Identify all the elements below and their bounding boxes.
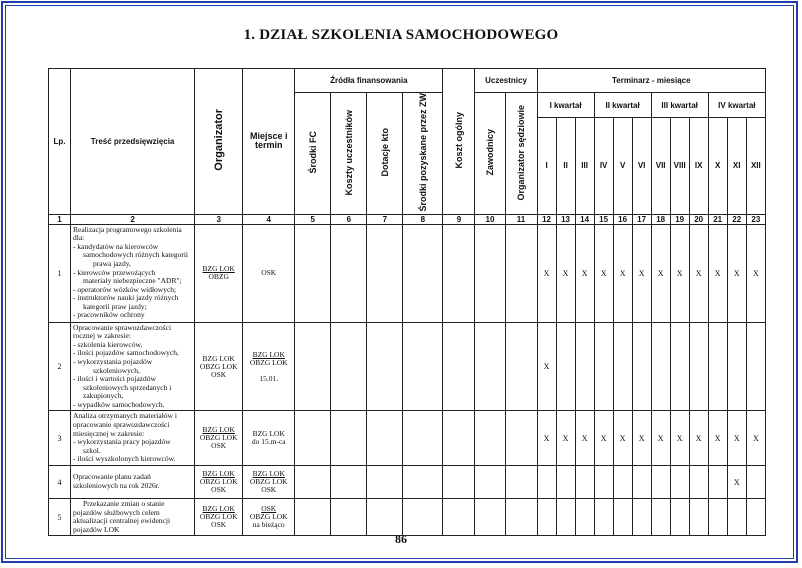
column-number-row — [49, 214, 766, 224]
header-athletes: Zawodnicy — [475, 93, 505, 215]
header-month: VI — [632, 118, 651, 215]
row-lp: 4 — [49, 466, 71, 499]
row-lp: 3 — [49, 411, 71, 466]
header-place: Miejsce i termin — [243, 69, 295, 215]
month-mark: X — [537, 411, 556, 466]
month-mark — [689, 466, 708, 499]
page-title: 1. DZIAŁ SZKOLENIA SAMOCHODOWEGO — [243, 27, 559, 43]
month-mark — [556, 466, 575, 499]
month-mark — [708, 466, 727, 499]
col-number: 1 — [49, 214, 71, 224]
month-mark: X — [727, 466, 746, 499]
row-place: BZG LOK do 15.m-ca — [243, 411, 295, 466]
month-mark: X — [594, 411, 613, 466]
month-mark — [556, 499, 575, 536]
row-content: Przekazanie zmian o stanie pojazdów służbowych celem aktualizacji centralnej ewidencji pojazdów LOK — [71, 499, 195, 536]
row-organizer: BZG LOK OBZG LOK OSK — [195, 411, 243, 466]
month-mark: X — [727, 224, 746, 322]
col-number: 8 — [403, 214, 443, 224]
month-mark — [746, 499, 765, 536]
header-content: Treść przedsięwzięcia — [71, 69, 195, 215]
header-quarter-1: I kwartał — [537, 93, 594, 118]
month-mark — [670, 466, 689, 499]
month-mark — [575, 466, 594, 499]
month-mark — [575, 499, 594, 536]
header-funding-fc: Środki FC — [295, 93, 331, 215]
month-mark — [613, 499, 632, 536]
month-mark: X — [613, 224, 632, 322]
header-month: II — [556, 118, 575, 215]
row-place: BZG LOK OBZG LOK OSK — [243, 466, 295, 499]
header-month: IX — [689, 118, 708, 215]
header-funding-acquired: Środki pozyskane przez ZW — [403, 93, 443, 215]
month-mark — [651, 466, 670, 499]
row-content: Opracowanie planu zadań szkoleniowych na rok 2026r. — [71, 466, 195, 499]
col-number: 16 — [613, 214, 632, 224]
month-mark: X — [746, 224, 765, 322]
month-mark — [727, 322, 746, 411]
header-organizer-judges: Organizator sędziowie — [505, 93, 537, 215]
col-number: 6 — [331, 214, 367, 224]
row-lp: 1 — [49, 224, 71, 322]
table-row — [49, 499, 766, 536]
month-mark — [689, 322, 708, 411]
month-mark: X — [537, 322, 556, 411]
header-quarter-3: III kwartał — [651, 93, 708, 118]
month-mark: X — [537, 224, 556, 322]
header-funding-grants: Dotacje kto — [367, 93, 403, 215]
month-mark: X — [594, 224, 613, 322]
month-mark — [708, 499, 727, 536]
month-mark: X — [689, 224, 708, 322]
month-mark: X — [632, 224, 651, 322]
header-funding: Źródła finansowania — [295, 69, 443, 93]
col-number: 18 — [651, 214, 670, 224]
month-mark — [537, 466, 556, 499]
month-mark — [727, 499, 746, 536]
plan-table — [48, 68, 766, 536]
month-mark — [613, 322, 632, 411]
col-number: 13 — [556, 214, 575, 224]
header-quarter-2: II kwartał — [594, 93, 651, 118]
col-number: 23 — [746, 214, 765, 224]
month-mark — [556, 322, 575, 411]
month-mark — [613, 466, 632, 499]
header-month: VII — [651, 118, 670, 215]
header-quarter-4: IV kwartał — [708, 93, 765, 118]
month-mark — [594, 499, 613, 536]
row-place: OSK — [243, 224, 295, 322]
month-mark — [670, 322, 689, 411]
month-mark: X — [632, 411, 651, 466]
table-row — [49, 466, 766, 499]
col-number: 19 — [670, 214, 689, 224]
month-mark: X — [708, 411, 727, 466]
month-mark — [689, 499, 708, 536]
month-mark — [594, 466, 613, 499]
month-mark: X — [689, 411, 708, 466]
row-organizer: BZG LOK OBZG — [195, 224, 243, 322]
row-place: OSK OBZG LOK na bieżąco — [243, 499, 295, 536]
table-row — [49, 322, 766, 411]
header-schedule: Terminarz - miesiące — [537, 69, 765, 93]
month-mark — [632, 322, 651, 411]
row-content: Analiza otrzymanych materiałów i opracowanie sprawozdawczości miesięcznej w zakresie: - wykorzystania pracy pojazdów szkol. - ilości wyszkolonych kierowców. — [71, 411, 195, 466]
row-lp: 2 — [49, 322, 71, 411]
header-organizer: Organizator — [195, 69, 243, 215]
header-month: IV — [594, 118, 613, 215]
month-mark: X — [727, 411, 746, 466]
row-content: Realizacja programowego szkolenia dla: - kandydatów na kierowców samochodowych różnych kategorii prawa jazdy, - kierowców przewożących materiały niebezpieczne "ADR"; - operatorów wózków widłowych; - instruktorów nauki jazdy różnych kategorii praw jazdy; - pracowników ochrony — [71, 224, 195, 322]
header-month: III — [575, 118, 594, 215]
month-mark: X — [651, 411, 670, 466]
row-lp: 5 — [49, 499, 71, 536]
month-mark — [575, 322, 594, 411]
col-number: 12 — [537, 214, 556, 224]
month-mark — [632, 466, 651, 499]
row-organizer: BZG LOK OBZG LOK OSK — [195, 499, 243, 536]
month-mark — [670, 499, 689, 536]
row-content: Opracowanie sprawozdawczości rocznej w zakresie: - szkolenia kierowców, - ilości pojazdów samochodowych, - wykorzystania pojazdów szkoleniowych, - ilości i wartości pojazdów szkoleniowych sprzedanych i zakupionych, - wypadków samochodowych. — [71, 322, 195, 411]
page-number: 86 — [395, 532, 407, 546]
header-lp: Lp. — [49, 69, 71, 215]
month-mark: X — [670, 411, 689, 466]
month-mark: X — [651, 224, 670, 322]
month-mark: X — [575, 411, 594, 466]
col-number: 2 — [71, 214, 195, 224]
header-month: I — [537, 118, 556, 215]
col-number: 5 — [295, 214, 331, 224]
month-mark — [537, 499, 556, 536]
month-mark — [651, 322, 670, 411]
month-mark: X — [613, 411, 632, 466]
col-number: 15 — [594, 214, 613, 224]
col-number: 17 — [632, 214, 651, 224]
col-number: 10 — [475, 214, 505, 224]
header-month: VIII — [670, 118, 689, 215]
month-mark: X — [670, 224, 689, 322]
month-mark: X — [746, 411, 765, 466]
row-organizer: BZG LOK OBZG LOK OSK — [195, 466, 243, 499]
header-month: XI — [727, 118, 746, 215]
month-mark: X — [708, 224, 727, 322]
col-number: 7 — [367, 214, 403, 224]
month-mark — [594, 322, 613, 411]
col-number: 9 — [443, 214, 475, 224]
header-month: V — [613, 118, 632, 215]
col-number: 20 — [689, 214, 708, 224]
header-month: X — [708, 118, 727, 215]
month-mark: X — [575, 224, 594, 322]
month-mark — [651, 499, 670, 536]
month-mark — [632, 499, 651, 536]
table-row — [49, 411, 766, 466]
header-participants: Uczestnicy — [475, 69, 537, 93]
col-number: 22 — [727, 214, 746, 224]
col-number: 4 — [243, 214, 295, 224]
month-mark: X — [556, 224, 575, 322]
header-funding-participant-costs: Koszty uczestników — [331, 93, 367, 215]
header-month: XII — [746, 118, 765, 215]
row-organizer: BZG LOK OBZG LOK OSK — [195, 322, 243, 411]
month-mark: X — [556, 411, 575, 466]
month-mark — [708, 322, 727, 411]
col-number: 3 — [195, 214, 243, 224]
col-number: 14 — [575, 214, 594, 224]
col-number: 11 — [505, 214, 537, 224]
month-mark — [746, 466, 765, 499]
month-mark — [746, 322, 765, 411]
table-row — [49, 224, 766, 322]
header-total-cost: Koszt ogólny — [443, 69, 475, 215]
col-number: 21 — [708, 214, 727, 224]
row-place: BZG LOK OBZG LOK 15.01. — [243, 322, 295, 411]
